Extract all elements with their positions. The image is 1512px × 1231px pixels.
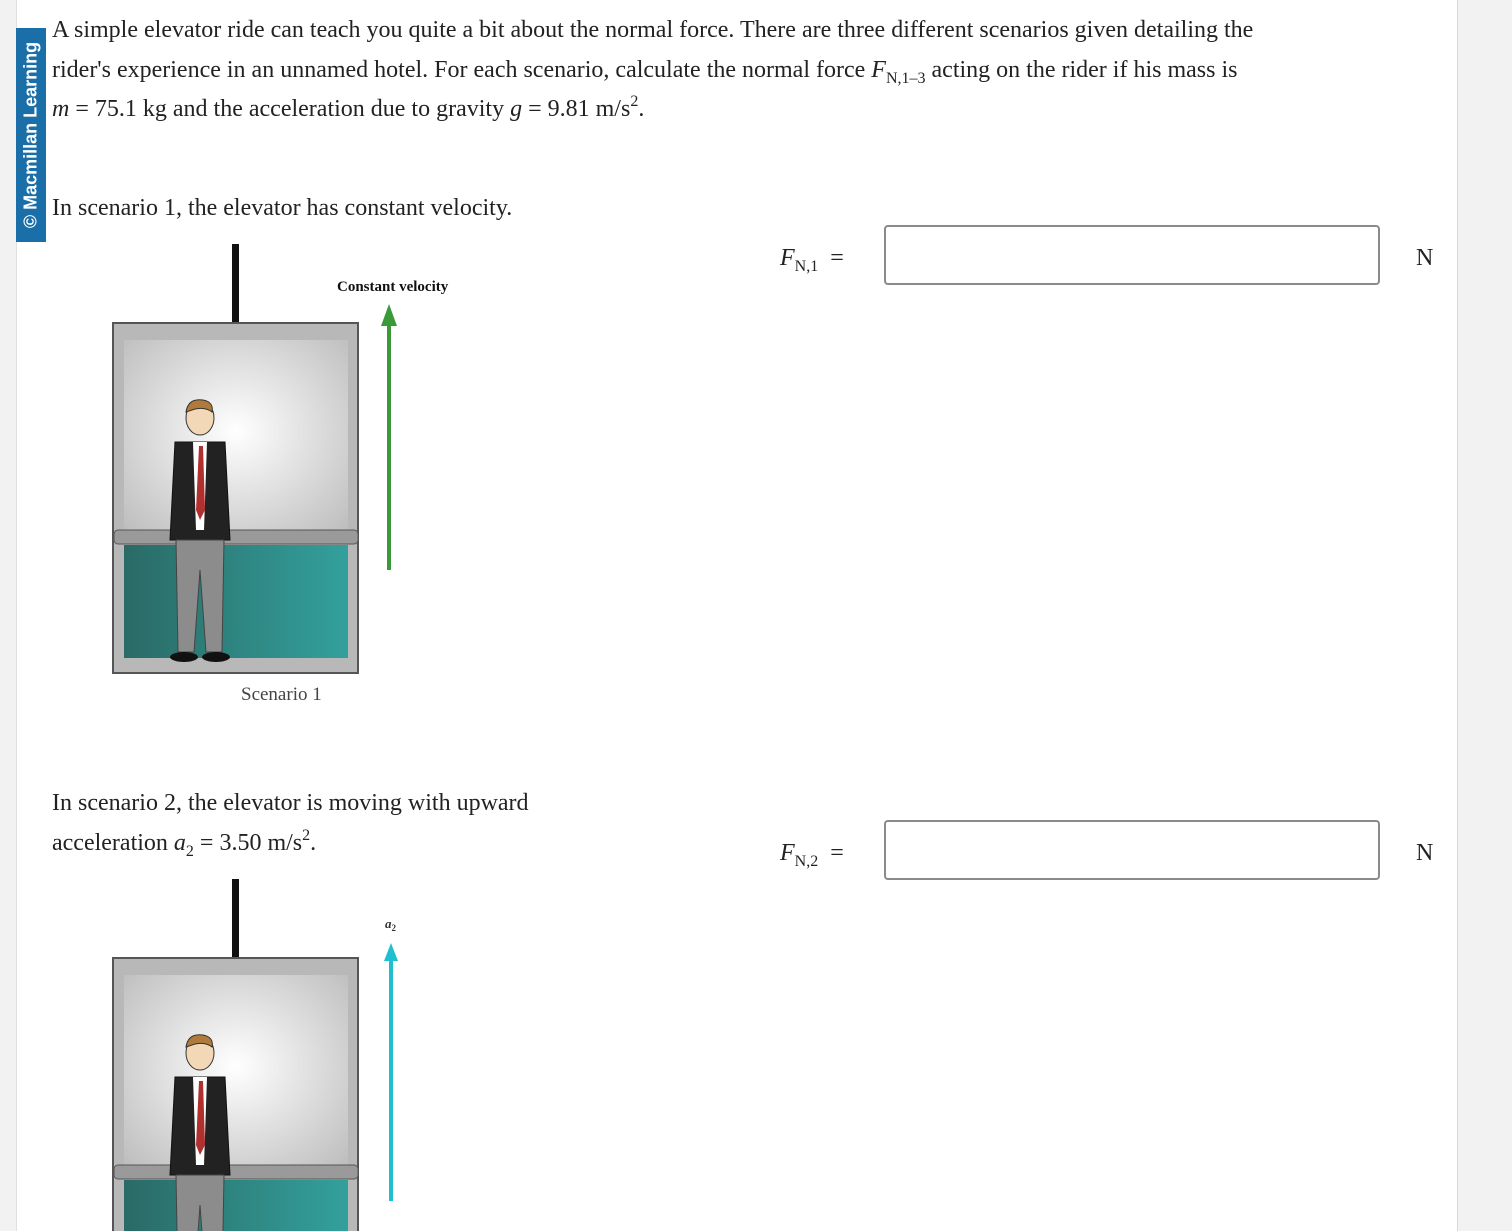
copyright-text: © Macmillan Learning: [20, 41, 41, 229]
handrail: [114, 530, 358, 544]
label-equals: =: [830, 245, 844, 271]
handrail: [114, 1165, 358, 1179]
intro-line-2a: rider's experience in an unnamed hotel. For each scenario, calculate the normal force: [52, 56, 872, 83]
force-symbol: F: [871, 56, 886, 83]
elevator-wall: [124, 340, 348, 543]
scenario-1-figure: [100, 240, 480, 710]
equals-sign: =: [193, 829, 220, 856]
scenario-1-text: [52, 189, 512, 229]
intro-paragraph: [52, 11, 1432, 130]
scenario-2-figure: [100, 875, 480, 1231]
acceleration-label-subscript: 2: [391, 923, 396, 933]
elevator-cable: [232, 244, 239, 326]
acceleration-arrow-head: [384, 943, 398, 961]
accel-symbol: a: [173, 829, 186, 856]
intro-line-2b: acting on the rider if his mass is: [925, 56, 1238, 83]
scenario-2-answer-input[interactable]: [884, 820, 1380, 880]
equals-sign: =: [522, 96, 548, 122]
gravity-value: 9.81 m/s: [547, 96, 631, 122]
elevator-wall: [124, 975, 348, 1178]
gravity-exponent: 2: [630, 93, 639, 110]
scenario-2-answer-label: [780, 840, 844, 870]
acceleration-label: [385, 916, 397, 933]
label-subscript: N,1: [794, 258, 819, 275]
accel-exponent: 2: [302, 826, 311, 844]
intro-line-1: A simple elevator ride can teach you quite a bit about the normal force. There are three different scenarios given detailing the: [52, 17, 1254, 43]
scenario-1-unit: N: [1416, 245, 1434, 271]
period: .: [638, 96, 645, 122]
label-equals: =: [830, 840, 844, 866]
label-F: F: [780, 245, 795, 271]
accel-subscript: 2: [185, 842, 194, 860]
copyright-tab: [16, 28, 46, 242]
gravity-symbol: g: [510, 96, 523, 122]
period: .: [310, 829, 317, 856]
scenario-1-answer-label: [780, 245, 844, 275]
label-F: F: [780, 840, 795, 866]
acceleration-label-symbol: a: [385, 916, 392, 931]
label-subscript: N,2: [794, 853, 819, 870]
rider-shoe: [202, 652, 230, 662]
elevator-floor-wall: [124, 545, 348, 658]
scenario-1-caption: Scenario 1: [241, 684, 322, 705]
mass-text: 75.1 kg and the acceleration due to gravity: [94, 96, 511, 122]
elevator-cable: [232, 879, 239, 961]
equals-sign: =: [69, 96, 95, 122]
mass-symbol: m: [52, 96, 70, 122]
scenario-1-sentence: In scenario 1, the elevator has constant velocity.: [52, 195, 513, 221]
scenario-2-unit: N: [1416, 840, 1434, 866]
velocity-label: Constant velocity: [337, 279, 449, 295]
scenario-2-line-1: In scenario 2, the elevator is moving with upward: [52, 790, 529, 816]
velocity-arrow-head: [381, 304, 397, 326]
elevator-floor-wall: [124, 1180, 348, 1231]
scenario-2-line-2: acceleration: [52, 829, 174, 856]
force-subscript: N,1–3: [885, 69, 926, 87]
scenario-1-answer-input[interactable]: [884, 225, 1380, 285]
rider-shoe: [170, 652, 198, 662]
accel-value: 3.50 m/s: [219, 829, 303, 856]
scenario-2-text: [52, 784, 529, 863]
